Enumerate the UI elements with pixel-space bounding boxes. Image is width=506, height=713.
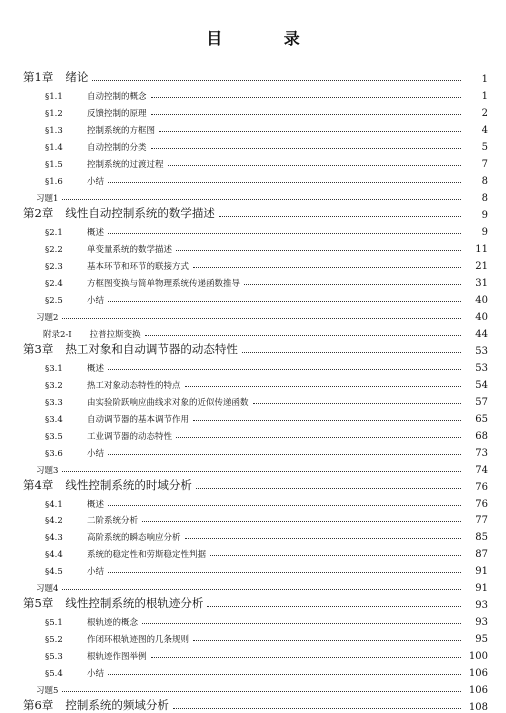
entry-title: 概述 — [87, 363, 105, 374]
entry-title: 拉普拉斯变换 — [89, 329, 141, 340]
dot-leader — [62, 199, 461, 200]
entry-heading — [0, 341, 238, 357]
page-number: 53 — [475, 345, 488, 357]
entry-heading — [0, 362, 104, 374]
dot-leader — [185, 386, 461, 387]
entry-title: 习题3 — [36, 465, 59, 476]
entry-title: 控制系统的过渡过程 — [87, 159, 164, 170]
entry-title: 概述 — [87, 227, 105, 238]
entry-title: 线性控制系统的根轨迹分析 — [65, 596, 204, 611]
entry-number: 第3章 — [23, 341, 54, 356]
section-entry — [0, 526, 506, 543]
dot-leader — [142, 521, 461, 522]
dot-leader — [151, 97, 461, 98]
section-entry — [0, 272, 506, 289]
page-number: 2 — [481, 107, 488, 119]
dot-leader — [108, 301, 461, 302]
entry-heading — [0, 226, 104, 238]
entry-number: §5.1 — [45, 618, 63, 629]
entry-heading — [0, 697, 169, 713]
page-number: 93 — [475, 617, 488, 629]
entry-heading — [0, 447, 104, 459]
entry-number: §2.1 — [45, 227, 63, 238]
section-entry — [0, 238, 506, 255]
section-entry — [0, 442, 506, 459]
section-entry — [0, 153, 506, 170]
entry-number: §4.1 — [45, 499, 63, 510]
section-entry — [0, 119, 506, 136]
chapter-entry — [0, 476, 506, 493]
entry-title: 二阶系统分析 — [87, 516, 139, 527]
section-entry — [0, 628, 506, 645]
dot-leader — [145, 335, 461, 336]
section-entry — [0, 408, 506, 425]
entry-heading — [0, 192, 58, 204]
dot-leader — [92, 80, 461, 81]
chapter-entry — [0, 340, 506, 357]
section-entry — [0, 560, 506, 577]
entry-title: 由实验阶跃响应曲线求对象的近似传递函数 — [87, 397, 249, 408]
section-entry — [0, 611, 506, 628]
entry-number: §3.5 — [45, 431, 63, 442]
page-number: 68 — [475, 430, 488, 442]
entry-title: 线性自动控制系统的数学描述 — [65, 205, 215, 220]
entry-heading — [0, 124, 155, 136]
chapter-entry — [0, 594, 506, 611]
page-number: 11 — [475, 243, 488, 255]
entry-title: 习题4 — [36, 584, 59, 595]
entry-heading — [0, 158, 164, 170]
entry-heading — [0, 514, 138, 526]
page-number: 108 — [468, 702, 488, 713]
entry-number: §3.1 — [45, 363, 63, 374]
entry-title: 小结 — [87, 669, 105, 680]
exercise-entry — [0, 459, 506, 476]
dot-leader — [168, 165, 461, 166]
entry-title: 热工对象和自动调节器的动态特性 — [65, 341, 238, 356]
entry-title: 习题5 — [36, 686, 59, 697]
dot-leader — [108, 572, 461, 573]
entry-title: 系统的稳定性和劳斯稳定性判据 — [87, 550, 207, 561]
dot-leader — [108, 369, 461, 370]
entry-heading — [0, 633, 189, 645]
entry-heading — [0, 582, 58, 594]
section-entry — [0, 509, 506, 526]
page-number: 9 — [481, 226, 488, 238]
dot-leader — [242, 352, 461, 353]
entry-title: 基本环节和环节的联接方式 — [87, 261, 190, 272]
entry-number: §1.6 — [45, 176, 63, 187]
entry-number: §1.2 — [45, 108, 63, 119]
page-number: 91 — [475, 583, 488, 595]
entry-number: §3.2 — [45, 380, 63, 391]
entry-number: 第6章 — [23, 698, 54, 713]
entry-title: 小结 — [87, 176, 105, 187]
page-number: 65 — [475, 413, 488, 425]
entry-heading — [0, 90, 147, 102]
dot-leader — [108, 182, 461, 183]
entry-title: 自动控制的分类 — [87, 142, 147, 153]
dot-leader — [193, 640, 461, 641]
entry-heading — [0, 243, 172, 255]
page-number: 40 — [475, 294, 488, 306]
entry-number: §4.2 — [45, 516, 63, 527]
entry-heading — [0, 531, 181, 543]
page-number: 7 — [481, 158, 488, 170]
dot-leader — [244, 284, 461, 285]
entry-number: §1.3 — [45, 125, 63, 136]
page-number: 21 — [475, 260, 488, 272]
page-number: 8 — [481, 192, 488, 204]
entry-number: §5.3 — [45, 652, 63, 663]
entry-title: 控制系统的方框图 — [87, 125, 156, 136]
section-entry — [0, 391, 506, 408]
dot-leader — [62, 691, 461, 692]
chapter-entry — [0, 204, 506, 221]
entry-heading — [0, 396, 249, 408]
entry-heading — [0, 667, 104, 679]
exercise-entry — [0, 306, 506, 323]
exercise-entry — [0, 679, 506, 696]
entry-title: 小结 — [87, 567, 105, 578]
page-number: 31 — [475, 277, 488, 289]
dot-leader — [108, 454, 461, 455]
entry-number: §3.4 — [45, 414, 63, 425]
section-entry — [0, 255, 506, 272]
entry-title: 自动调节器的基本调节作用 — [87, 414, 190, 425]
section-entry — [0, 425, 506, 442]
dot-leader — [62, 589, 461, 590]
entry-title: 方框图变换与简单物理系统传递函数推导 — [87, 278, 241, 289]
page-number: 100 — [468, 651, 488, 663]
entry-title: 高阶系统的瞬态响应分析 — [87, 533, 181, 544]
section-entry — [0, 543, 506, 560]
appendix-entry — [0, 323, 506, 340]
entry-heading — [0, 498, 104, 510]
page-number: 8 — [481, 175, 488, 187]
entry-number: §5.4 — [45, 669, 63, 680]
entry-number: §2.5 — [45, 295, 63, 306]
dot-leader — [207, 606, 461, 607]
page-number: 76 — [475, 498, 488, 510]
entry-heading — [0, 277, 240, 289]
page-number: 9 — [481, 209, 488, 221]
entry-number: §4.4 — [45, 550, 63, 561]
entry-heading — [0, 107, 147, 119]
section-entry — [0, 493, 506, 510]
entry-heading — [0, 616, 138, 628]
dot-leader — [210, 555, 461, 556]
page-number: 54 — [475, 379, 488, 391]
entry-title: 自动控制的概念 — [87, 91, 147, 102]
entry-heading — [0, 328, 141, 340]
dot-leader — [253, 403, 461, 404]
entry-heading — [0, 477, 192, 493]
dot-leader — [196, 488, 461, 489]
entry-title: 习题1 — [36, 193, 59, 204]
page-number: 106 — [468, 685, 488, 697]
dot-leader — [185, 538, 461, 539]
entry-heading — [0, 379, 181, 391]
entry-number: §1.4 — [45, 142, 63, 153]
entry-number: 附录2-Ⅰ — [43, 329, 72, 340]
section-entry — [0, 645, 506, 662]
dot-leader — [151, 148, 461, 149]
entry-heading — [0, 260, 189, 272]
dot-leader — [193, 420, 461, 421]
section-entry — [0, 662, 506, 679]
chapter-entry — [0, 68, 506, 85]
entry-title: 习题2 — [36, 312, 59, 323]
entry-heading — [0, 413, 189, 425]
entry-number: 第4章 — [23, 477, 54, 492]
section-entry — [0, 85, 506, 102]
entry-title: 根轨迹的概念 — [87, 618, 139, 629]
exercise-entry — [0, 577, 506, 594]
entry-number: §4.3 — [45, 533, 63, 544]
page-number: 85 — [475, 532, 488, 544]
page-number: 77 — [475, 515, 488, 527]
entry-heading — [0, 311, 58, 323]
entry-heading — [0, 650, 147, 662]
entry-heading — [0, 205, 215, 221]
section-entry — [0, 136, 506, 153]
dot-leader — [151, 114, 461, 115]
entry-number: 第2章 — [23, 205, 54, 220]
dot-leader — [159, 131, 461, 132]
entry-number: 第1章 — [23, 70, 54, 84]
entry-heading — [0, 430, 172, 442]
entry-heading — [0, 684, 58, 696]
page-number: 91 — [475, 566, 488, 578]
entry-title: 概述 — [87, 499, 105, 510]
section-entry — [0, 289, 506, 306]
entry-heading — [0, 69, 88, 85]
entry-heading — [0, 548, 206, 560]
page-number: 1 — [481, 74, 488, 85]
page-number: 57 — [475, 396, 488, 408]
entry-number: §3.3 — [45, 397, 63, 408]
entry-title: 绪论 — [65, 70, 89, 84]
section-entry — [0, 374, 506, 391]
page-number: 1 — [481, 90, 488, 102]
exercise-entry — [0, 187, 506, 204]
entry-title: 控制系统的频域分析 — [65, 698, 169, 713]
dot-leader — [108, 505, 461, 506]
entry-heading — [0, 464, 58, 476]
page-number: 93 — [475, 600, 488, 612]
dot-leader — [219, 216, 461, 217]
section-entry — [0, 102, 506, 119]
entry-title: 小结 — [87, 295, 105, 306]
page-title: 目 录 — [206, 29, 328, 48]
page-number: 73 — [475, 447, 488, 459]
dot-leader — [173, 708, 461, 709]
section-entry — [0, 221, 506, 238]
entry-title: 线性控制系统的时域分析 — [65, 477, 192, 492]
dot-leader — [176, 437, 461, 438]
entry-number: §5.2 — [45, 635, 63, 646]
page-number: 74 — [475, 464, 488, 476]
entry-title: 热工对象动态特性的特点 — [87, 380, 181, 391]
dot-leader — [62, 318, 461, 319]
section-entry — [0, 170, 506, 187]
entry-number: 第5章 — [23, 596, 54, 611]
entry-title: 单变量系统的数学描述 — [87, 244, 173, 255]
entry-title: 根轨迹作图举例 — [87, 652, 147, 663]
entry-number: §1.1 — [45, 91, 63, 102]
entry-number: §2.2 — [45, 244, 63, 255]
dot-leader — [176, 250, 461, 251]
entry-number: §2.3 — [45, 261, 63, 272]
entry-title: 反馈控制的原理 — [87, 108, 147, 119]
page-number: 4 — [481, 124, 488, 136]
entry-heading — [0, 141, 147, 153]
entry-heading — [0, 595, 203, 611]
page-number: 87 — [475, 549, 488, 561]
page-number: 5 — [481, 141, 488, 153]
dot-leader — [108, 674, 461, 675]
dot-leader — [108, 233, 461, 234]
page-number: 53 — [475, 362, 488, 374]
entry-number: §3.6 — [45, 448, 63, 459]
entry-number: §2.4 — [45, 278, 63, 289]
dot-leader — [142, 623, 461, 624]
entry-number: §4.5 — [45, 567, 63, 578]
entry-heading — [0, 565, 104, 577]
entry-title: 作闭环根轨迹图的几条规则 — [87, 635, 190, 646]
page-number: 44 — [475, 328, 488, 340]
entry-heading — [0, 294, 104, 306]
entry-title: 小结 — [87, 448, 105, 459]
page-number: 40 — [475, 311, 488, 323]
section-entry — [0, 357, 506, 374]
dot-leader — [62, 471, 461, 472]
page-number: 95 — [475, 634, 488, 646]
page-number: 106 — [468, 668, 488, 680]
page-number: 76 — [475, 481, 488, 493]
entry-title: 工业调节器的动态特性 — [87, 431, 173, 442]
dot-leader — [193, 267, 461, 268]
entry-heading — [0, 175, 104, 187]
entry-number: §1.5 — [45, 159, 63, 170]
dot-leader — [151, 657, 461, 658]
